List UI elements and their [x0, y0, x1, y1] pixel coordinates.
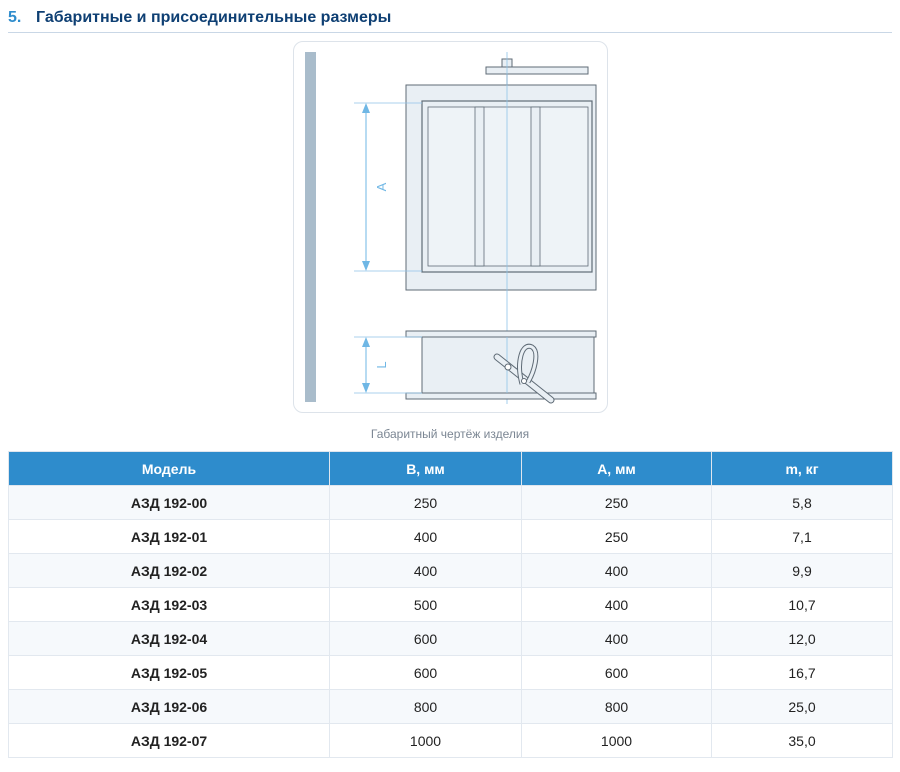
- b-cell: 250: [330, 486, 522, 520]
- column-header-a: A, мм: [522, 452, 712, 486]
- side-view-flange-top: [406, 331, 596, 337]
- table-row: [9, 554, 893, 588]
- model-cell: АЗД 192-07: [9, 724, 330, 758]
- b-cell: 1000: [330, 724, 522, 758]
- column-header-b: B, мм: [330, 452, 522, 486]
- table-row: [9, 486, 893, 520]
- drawing-caption: Габаритный чертёж изделия: [370, 427, 530, 441]
- model-cell: АЗД 192-03: [9, 588, 330, 622]
- model-cell: АЗД 192-06: [9, 690, 330, 724]
- table-row: [9, 622, 893, 656]
- model-cell: АЗД 192-02: [9, 554, 330, 588]
- section-number: 5.: [8, 9, 22, 26]
- blade-bar: [531, 107, 540, 266]
- a-cell: 400: [522, 588, 712, 622]
- dimension-drawing: [293, 41, 608, 413]
- b-cell: 400: [330, 554, 522, 588]
- damper-drawing-svg: [294, 42, 607, 412]
- b-cell: 800: [330, 690, 522, 724]
- a-cell: 800: [522, 690, 712, 724]
- mass-cell: 16,7: [712, 656, 893, 690]
- table-row: [9, 724, 893, 758]
- mass-cell: 12,0: [712, 622, 893, 656]
- model-cell: АЗД 192-05: [9, 656, 330, 690]
- a-cell: 250: [522, 486, 712, 520]
- table-header-row: [9, 452, 893, 486]
- b-cell: 400: [330, 520, 522, 554]
- model-cell: АЗД 192-01: [9, 520, 330, 554]
- a-cell: 400: [522, 554, 712, 588]
- table-row: [9, 690, 893, 724]
- b-cell: 600: [330, 656, 522, 690]
- dimension-label-l: L: [374, 361, 389, 369]
- b-cell: 500: [330, 588, 522, 622]
- a-cell: 250: [522, 520, 712, 554]
- section-header: [8, 4, 892, 33]
- model-cell: АЗД 192-00: [9, 486, 330, 520]
- column-header-mass: m, кг: [712, 452, 893, 486]
- model-cell: АЗД 192-04: [9, 622, 330, 656]
- side-view-flange-bottom: [406, 393, 596, 399]
- a-cell: 1000: [522, 724, 712, 758]
- dimension-label-a: A: [374, 182, 389, 192]
- table-row: [9, 656, 893, 690]
- table-row: [9, 588, 893, 622]
- actuator-plate: [486, 67, 588, 74]
- blade-bar: [475, 107, 484, 266]
- wall-section: [305, 52, 316, 402]
- table-row: [9, 520, 893, 554]
- section-title: Габаритные и присоединительные размеры: [36, 9, 392, 26]
- mass-cell: 35,0: [712, 724, 893, 758]
- mass-cell: 5,8: [712, 486, 893, 520]
- mass-cell: 25,0: [712, 690, 893, 724]
- mass-cell: 10,7: [712, 588, 893, 622]
- a-cell: 600: [522, 656, 712, 690]
- mass-cell: 9,9: [712, 554, 893, 588]
- mass-cell: 7,1: [712, 520, 893, 554]
- a-cell: 400: [522, 622, 712, 656]
- column-header-model: Модель: [9, 452, 330, 486]
- dimensions-table: [8, 451, 893, 758]
- b-cell: 600: [330, 622, 522, 656]
